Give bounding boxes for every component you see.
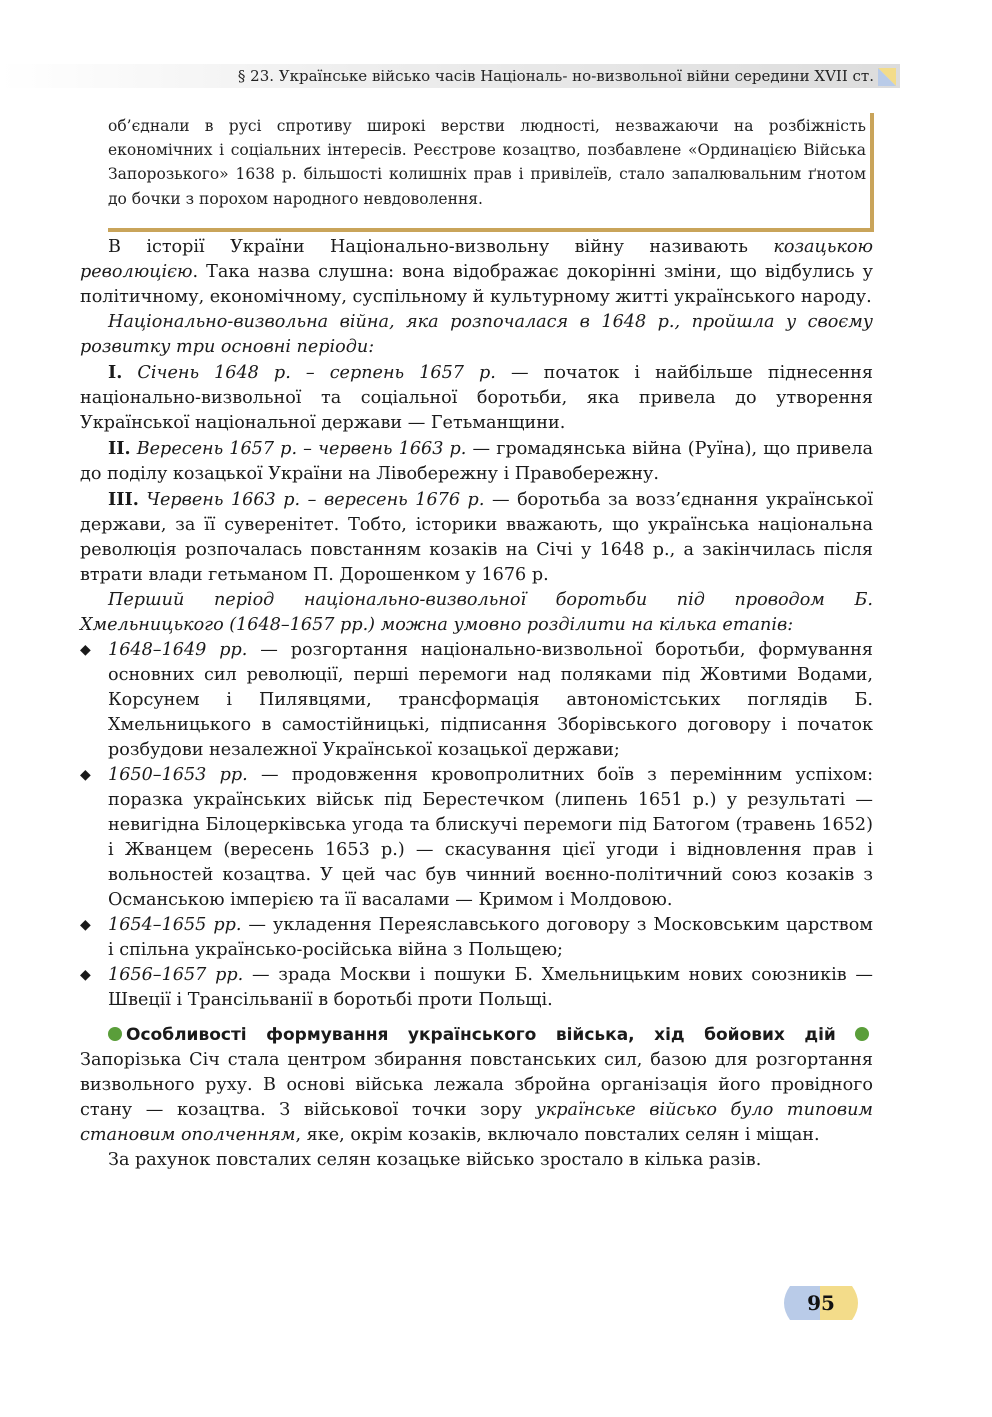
- period-2: II. Вересень 1657 р. – червень 1663 р. — громадянська війна (Руїна), що привела до поділу козацької України на Лівобережну і Правобережну.: [80, 438, 874, 484]
- corner-triangle-icon: [878, 68, 896, 86]
- intro-paragraph: В історії України Національно-визвольну війну називають козацькою революцією. Така назва слушна: вона відображає докорінні зміни, що відбулись у політичному, економічному, суспільному й культурному житті українського народу.: [80, 237, 873, 307]
- section-paragraph: Особливості формування українського війська, хід бойових дій Запорізька Січ стала центром збирання повстанських сил, базою для розгортання визвольного руху. В основі війська лежала збройна організація його провідного стану — козацтва. З військової точки зору українське військо було типовим становим ополченням, яке, окрім козаків, включало повсталих селян і міщан.: [80, 1025, 874, 1145]
- last-paragraph: За рахунок повсталих селян козацьке військо зростало в кілька разів.: [108, 1150, 762, 1170]
- page-number-tab: [776, 1284, 866, 1322]
- quote-text: об’єднали в русі спротиву широкі верстви людності, незважаючи на розбіжність економічних і соціальних інтересів. Реєстрове козацтво, позбавлене «Ординацією Війська Запорозького» 1638 р. більшості колишніх прав і привілеїв, стало запалювальним ґнотом до бочки з порохом народного невдоволення.: [108, 117, 866, 208]
- intro-term: козацькою революцією: [80, 237, 873, 282]
- page-number: 95: [807, 1291, 835, 1315]
- diamond-bullet-icon: ◆: [80, 967, 91, 983]
- quote-border-right: [870, 113, 874, 231]
- stages-intro: Перший період національно-визвольної боротьби під проводом Б. Хмельницького (1648–1657 рр.) можна умовно розділити на кілька етапів:: [80, 590, 873, 635]
- section-title: Особливості формування українського війська, хід бойових дій: [126, 1025, 836, 1045]
- quote-border-bottom: [108, 228, 874, 232]
- stage-item: ◆ 1654–1655 рр. — укладення Переяславського договору з Московським царством і спільна українсько-російська війна з Польщею;: [80, 913, 873, 963]
- running-header: § 23. Українське військо часів Національ- но-визвольної війни середини XVII ст.: [237, 67, 874, 85]
- green-dot-icon: [855, 1027, 869, 1041]
- main-content: [80, 235, 873, 1173]
- periods-intro: Національно-визвольна війна, яка розпочалася в 1648 р., пройшла у своєму розвитку три основні періоди:: [80, 312, 873, 357]
- diamond-bullet-icon: ◆: [80, 642, 91, 658]
- period-1: I. Січень 1648 р. – серпень 1657 р. — початок і найбільше піднесення національно-визвольної та соціальної боротьби, яка привела до утворення Української національної держави — Гетьманщини.: [80, 362, 873, 433]
- stage-item: ◆ 1656–1657 рр. — зрада Москви і пошуки Б. Хмельницьким нових союзників — Швеції і Трансільванії в боротьбі проти Польщі.: [80, 963, 873, 1013]
- diamond-bullet-icon: ◆: [80, 917, 91, 933]
- stage-item: ◆ 1648–1649 рр. — розгортання національно-визвольної боротьби, формування основних сил революції, перші перемоги над поляками під Жовтими Водами, Корсунем і Пилявцями, трансформація автономістських поглядів Б. Хмельницького в самостійницькі, підписання Зборівського договору і початок розбудови незалежної Української козацької держави;: [80, 638, 873, 763]
- diamond-bullet-icon: ◆: [80, 767, 91, 783]
- period-3: III. Червень 1663 р. – вересень 1676 р. — боротьба за возз’єднання української держави, за її суверенітет. Тобто, історики вважають, що українська національна революція розпочалась повстанням козаків на Січі у 1648 р., а закінчилась після втрати влади гетьманом П. Дорошенком у 1676 р.: [80, 489, 873, 585]
- quote-block: [108, 114, 866, 211]
- stage-item: ◆ 1650–1653 рр. — продовження кровопролитних боїв з перемінним успіхом: поразка українських військ під Берестечком (липень 1651 р.) у результаті — невигідна Білоцерківська угода та блискучі перемоги під Батогом (травень 1652) і Жванцем (вересень 1653 р.) — скасування цієї угоди і відновлення прав і вольностей козацтва. У цей час був чинний воєнно-політичний союз козаків з Османською імперією та її васалами — Кримом і Молдовою.: [80, 763, 873, 913]
- green-dot-icon: [108, 1027, 122, 1041]
